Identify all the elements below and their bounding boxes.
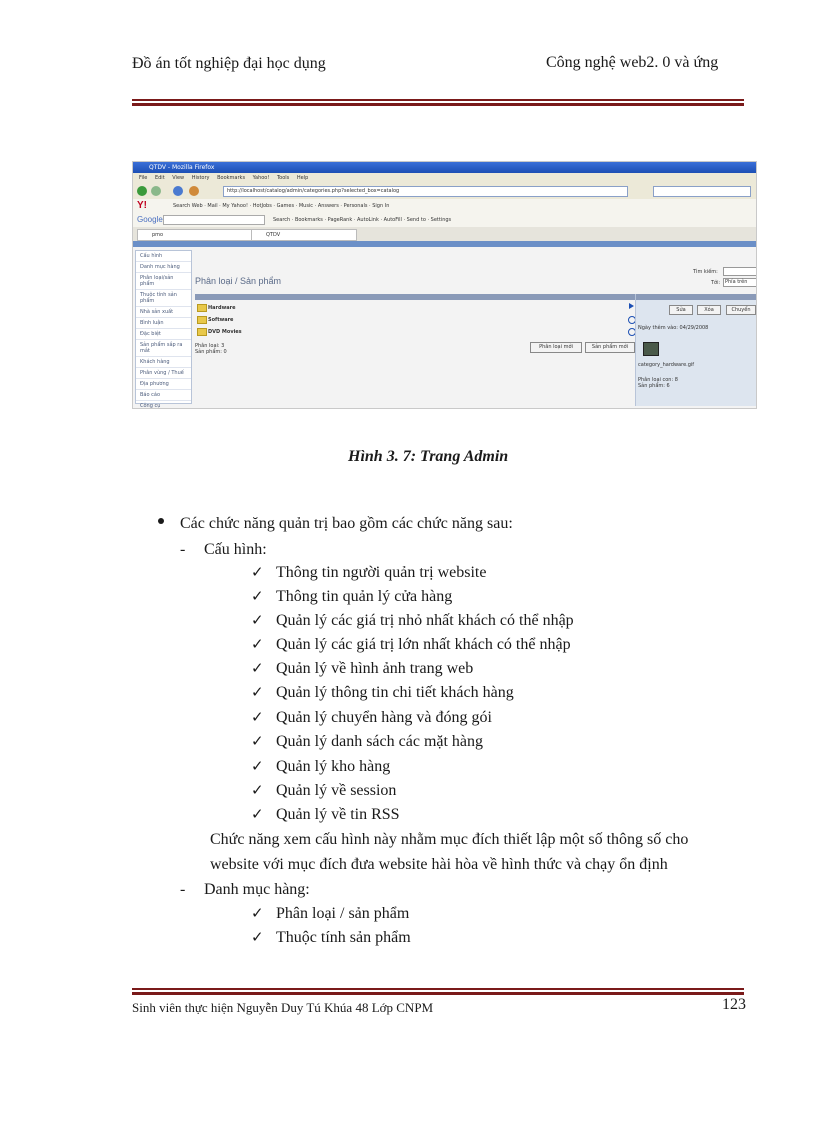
- new-product-button: Sản phẩm mới: [585, 342, 635, 353]
- to-select: Phía trên: [723, 278, 757, 287]
- yahoo-logo: Y!: [137, 200, 147, 211]
- panel-image-name: category_hardware.gif: [638, 362, 695, 368]
- page-number: 123: [722, 996, 746, 1013]
- menu-help: Help: [296, 175, 309, 181]
- admin-search-input: [723, 267, 757, 276]
- checkmark-icon: ✓: [251, 783, 264, 799]
- header-rule-thin: [132, 99, 744, 101]
- checkmark-icon: ✓: [251, 613, 264, 629]
- section-note-line2: website với mục đích đưa website hài hòa về hình thức và chạy ổn định: [210, 856, 668, 873]
- sidebar-item: Bình luận: [136, 318, 191, 329]
- yahoo-toolbar-items: Search Web · Mail · My Yahoo! · HotJobs · Games · Music · Answers · Personals · Sign In: [173, 203, 390, 209]
- tab-qtdv: QTDV: [251, 229, 357, 241]
- selected-row-arrow-icon: [629, 303, 634, 309]
- menu-tools: Tools: [276, 175, 290, 181]
- panel-product-count: Sản phẩm: 6: [638, 383, 670, 389]
- menu-view: View: [172, 175, 185, 181]
- footer-rule-thick: [132, 992, 744, 995]
- subcategory-count: Phân loại con: 8: [638, 377, 678, 383]
- sidebar-item: Đặc biệt: [136, 329, 191, 340]
- google-search-box: [163, 215, 265, 225]
- section-title: Danh mục hàng:: [204, 881, 310, 898]
- menu-file: File: [139, 175, 148, 181]
- section-note-line1: Chức năng xem cấu hình này nhằm mục đích thiết lập một số thông số cho: [210, 831, 689, 848]
- browser-window-title: QTDV - Mozilla Firefox: [149, 164, 215, 171]
- sidebar-item: Danh mục hàng: [136, 262, 191, 273]
- to-label: Tới:: [711, 280, 721, 286]
- google-logo: Google: [137, 215, 163, 224]
- sidebar-item: Khách hàng: [136, 357, 191, 368]
- google-toolbar-items: Search · Bookmarks · PageRank · AutoLink · AutoFill · Send to · Settings: [273, 217, 452, 223]
- category-stats: [195, 343, 227, 355]
- list-item: Thông tin quản lý cửa hàng: [276, 588, 453, 605]
- footer-text: Sinh viên thực hiện Nguyễn Duy Tú Khúa 48 Lớp CNPM: [132, 1000, 434, 1015]
- checkmark-icon: ✓: [251, 589, 264, 605]
- dash-icon: -: [180, 881, 186, 898]
- browser-navbar: [133, 183, 756, 200]
- admin-sidebar: [135, 250, 192, 409]
- sidebar-item: Phân vùng / Thuế: [136, 368, 191, 379]
- category-name: Software: [208, 317, 234, 323]
- dash-icon: -: [180, 541, 186, 558]
- list-item: Quản lý chuyển hàng và đóng gói: [276, 709, 492, 726]
- checkmark-icon: ✓: [251, 710, 264, 726]
- category-name: Hardware: [208, 305, 236, 311]
- header-rule-thick: [132, 103, 744, 106]
- sidebar-item: Nhà sản xuất: [136, 307, 191, 318]
- list-item: Phân loại / sản phẩm: [276, 905, 410, 922]
- list-item: Quản lý về session: [276, 782, 397, 799]
- google-toolbar: [133, 213, 756, 228]
- header-left: Đồ án tốt nghiệp đại học dụng: [132, 55, 326, 72]
- footer-rule-thin: [132, 988, 744, 990]
- checkmark-icon: ✓: [251, 734, 264, 750]
- list-item: Quản lý danh sách các mặt hàng: [276, 733, 484, 750]
- new-category-button: Phân loại mới: [530, 342, 582, 353]
- admin-screenshot: [132, 161, 757, 409]
- admin-page-title: Phân loại / Sản phẩm: [195, 276, 282, 286]
- sidebar-item: Công cụ: [136, 401, 191, 409]
- move-button: Chuyển: [726, 305, 756, 315]
- back-arrow-icon: [137, 186, 147, 196]
- category-row: [195, 315, 635, 325]
- computer-icon: [643, 342, 659, 356]
- sidebar-item: Cấu hình: [136, 251, 191, 262]
- panel-header: [636, 294, 757, 300]
- delete-button: Xóa: [697, 305, 721, 315]
- list-item: Quản lý thông tin chi tiết khách hàng: [276, 684, 514, 701]
- checkmark-icon: ✓: [251, 906, 264, 922]
- checkmark-icon: ✓: [251, 661, 264, 677]
- checkmark-icon: ✓: [251, 637, 264, 653]
- sidebar-item: Báo cáo: [136, 390, 191, 401]
- browser-titlebar: [133, 162, 756, 173]
- checkmark-icon: ✓: [251, 930, 264, 946]
- sidebar-item: Địa phương: [136, 379, 191, 390]
- list-item: Thuộc tính sản phẩm: [276, 929, 411, 946]
- bullet-icon: [158, 518, 164, 524]
- yahoo-toolbar: [133, 199, 756, 214]
- figure-caption: Hình 3. 7: Trang Admin: [348, 448, 509, 465]
- list-item: Quản lý về hình ảnh trang web: [276, 660, 474, 677]
- browser-tabs: [133, 227, 756, 241]
- intro-text: Các chức năng quản trị bao gồm các chức năng sau:: [180, 515, 513, 532]
- menu-history: History: [191, 175, 210, 181]
- forward-arrow-icon: [151, 186, 161, 196]
- checkmark-icon: ✓: [251, 565, 264, 581]
- list-item: Quản lý về tin RSS: [276, 806, 400, 823]
- home-icon: [189, 186, 199, 196]
- sidebar-item: Thuộc tính sản phẩm: [136, 290, 191, 307]
- category-name: DVD Movies: [208, 329, 242, 335]
- tab-pmo: pmo: [137, 229, 253, 241]
- checkmark-icon: ✓: [251, 759, 264, 775]
- sidebar-item: Sản phẩm sắp ra mắt: [136, 340, 191, 357]
- panel-date: Ngày thêm vào: 04/29/2008: [638, 325, 709, 331]
- list-item: Thông tin người quản trị website: [276, 564, 487, 581]
- folder-icon: [197, 304, 207, 312]
- menu-edit: Edit: [154, 175, 165, 181]
- category-row: [195, 303, 635, 313]
- checkmark-icon: ✓: [251, 807, 264, 823]
- address-bar: http://localhost/catalog/admin/categories.php?selected_box=catalog: [223, 186, 628, 197]
- list-item: Quản lý các giá trị lớn nhất khách có thể nhập: [276, 636, 571, 653]
- product-count: Sản phẩm: 0: [195, 349, 227, 355]
- search-label: Tìm kiếm:: [693, 269, 718, 275]
- menu-yahoo: Yahoo!: [252, 175, 270, 181]
- menu-bookmarks: Bookmarks: [217, 175, 246, 181]
- list-item: Quản lý các giá trị nhỏ nhất khách có thể nhập: [276, 612, 574, 629]
- header-right: Công nghệ web2. 0 và ứng: [546, 54, 719, 71]
- reload-icon: [173, 186, 183, 196]
- browser-search-box: [653, 186, 751, 197]
- section-title: Cấu hình:: [204, 541, 267, 558]
- checkmark-icon: ✓: [251, 685, 264, 701]
- sidebar-item: Phân loại/sản phẩm: [136, 273, 191, 290]
- folder-icon: [197, 316, 207, 324]
- folder-icon: [197, 328, 207, 336]
- admin-header-bar: [133, 241, 756, 247]
- panel-stats: [638, 377, 678, 389]
- list-item: Quản lý kho hàng: [276, 758, 391, 775]
- edit-button: Sửa: [669, 305, 693, 315]
- category-table-header: [195, 294, 635, 300]
- category-row: [195, 327, 635, 337]
- category-count: Phân loại: 3: [195, 343, 225, 349]
